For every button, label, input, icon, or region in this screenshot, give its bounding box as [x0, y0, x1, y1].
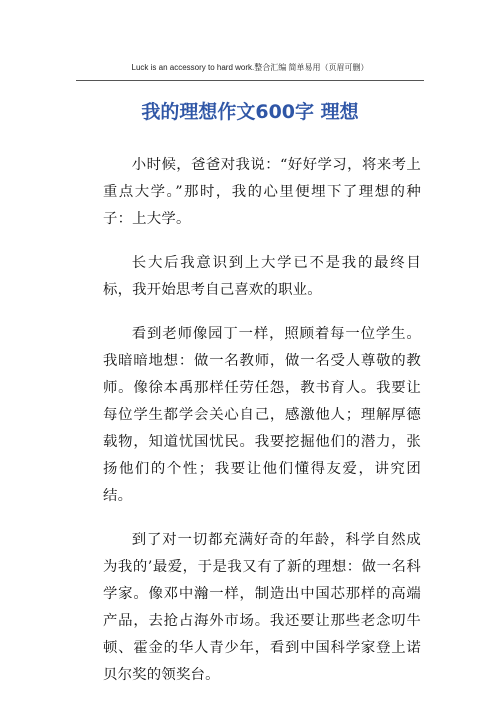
- document-body: [103, 152, 421, 706]
- paragraph-childhood: 小时候，爸爸对我说：“好好学习，将来考上重点大学。”那时，我的心里便埋下了理想的种子：上大学。: [103, 157, 421, 227]
- paragraph-scientist: 到了对一切都充满好奇的年龄，科学自然成为我的’最爱，于是我又有了新的理想：做一名科学家。像邓中瀚一样，制造出中国芯那样的高端产品，去抢占海外市场。我还要让那些老念叨牛顿、霍金的华人青少年，看到中国科学家登上诺贝尔奖的领奖台。: [103, 532, 421, 683]
- header-rule: [76, 80, 424, 81]
- document-title: 我的理想作文600字 理想: [141, 101, 359, 123]
- page-header: Luck is an accessory to hard work.整合汇编 简单易用（页眉可删）: [131, 63, 369, 72]
- paragraph-teacher: 看到老师像园丁一样，照顾着每一位学生。我暗暗地想：做一名教师，做一名受人尊敬的教师。像徐本禹那样任劳任怨，教书育人。我要让每位学生都学会关心自己，感激他人；理解厚德载物，知道忧国忧民。我要挖掘他们的潜力，张扬他们的个性；我要让他们懂得友爱，讲究团结。: [103, 326, 421, 504]
- paragraph-growing-up: 长大后我意识到上大学已不是我的最终目标，我开始思考自己喜欢的职业。: [103, 255, 421, 298]
